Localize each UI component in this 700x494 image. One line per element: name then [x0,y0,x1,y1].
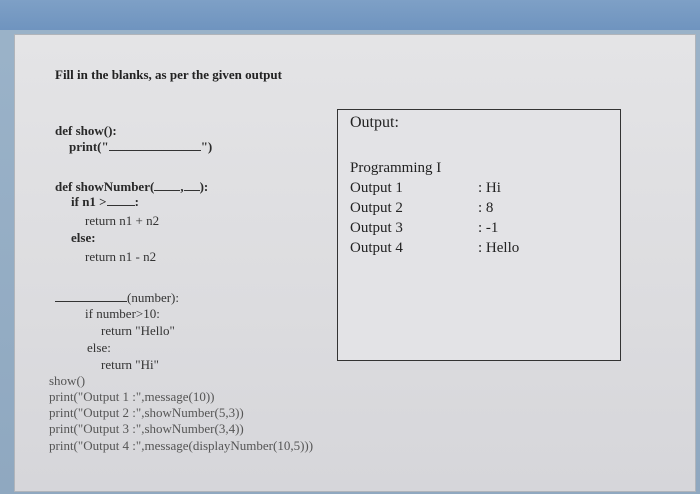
top-bar [0,0,700,30]
blank-field [109,139,201,151]
output-value-3: : -1 [478,220,499,236]
output-title: Output: [350,114,399,131]
code-line-return-hi: return "Hi" [101,357,159,372]
code-line-def-shownumber [55,179,208,195]
output-label-3: Output 3 [350,220,403,236]
output-label-4: Output 4 [350,240,403,256]
output-label-1: Output 1 [350,180,403,196]
code-line-else-2: else: [87,340,111,355]
code-line-return-hello: return "Hello" [101,323,175,338]
code-text: print(" [69,139,109,154]
code-line-print-1: print("Output 1 :",message(10)) [49,389,215,404]
code-text: ") [200,139,213,154]
blank-field [107,194,135,206]
code-line-call-show: show() [49,373,86,388]
output-value-4: : Hello [478,240,520,256]
code-line-print-4: print("Output 4 :",message(displayNumber(10,5))) [49,438,314,453]
code-line-print-blank [69,139,212,155]
blank-field [184,179,200,191]
code-text: ): [199,179,209,194]
code-line-def-show: def show(): [55,123,117,138]
output-value-2: : 8 [478,200,494,216]
blank-field [154,179,180,191]
output-label-2: Output 2 [350,200,403,216]
page-title: Fill in the blanks, as per the given output [55,67,282,82]
code-text: def showNumber( [55,179,155,194]
code-text: , [180,179,184,194]
output-line-programming: Programming I [350,160,442,176]
blank-field [55,290,127,302]
code-line-if [71,194,139,210]
code-line-def-message [55,290,179,306]
code-line-print-3: print("Output 3 :",showNumber(3,4)) [49,421,244,436]
code-line-if-number: if number>10: [85,306,160,321]
output-value-1: : Hi [478,180,501,196]
code-text: (number): [127,290,179,305]
code-line-else: else: [71,230,96,245]
code-line-print-2: print("Output 2 :",showNumber(5,3)) [49,405,244,420]
code-line-return-sum: return n1 + n2 [85,213,160,228]
code-text: : [134,194,139,209]
output-box [337,109,621,361]
worksheet [14,34,696,492]
code-text: if n1 > [71,194,107,209]
code-line-return-diff: return n1 - n2 [85,249,157,264]
